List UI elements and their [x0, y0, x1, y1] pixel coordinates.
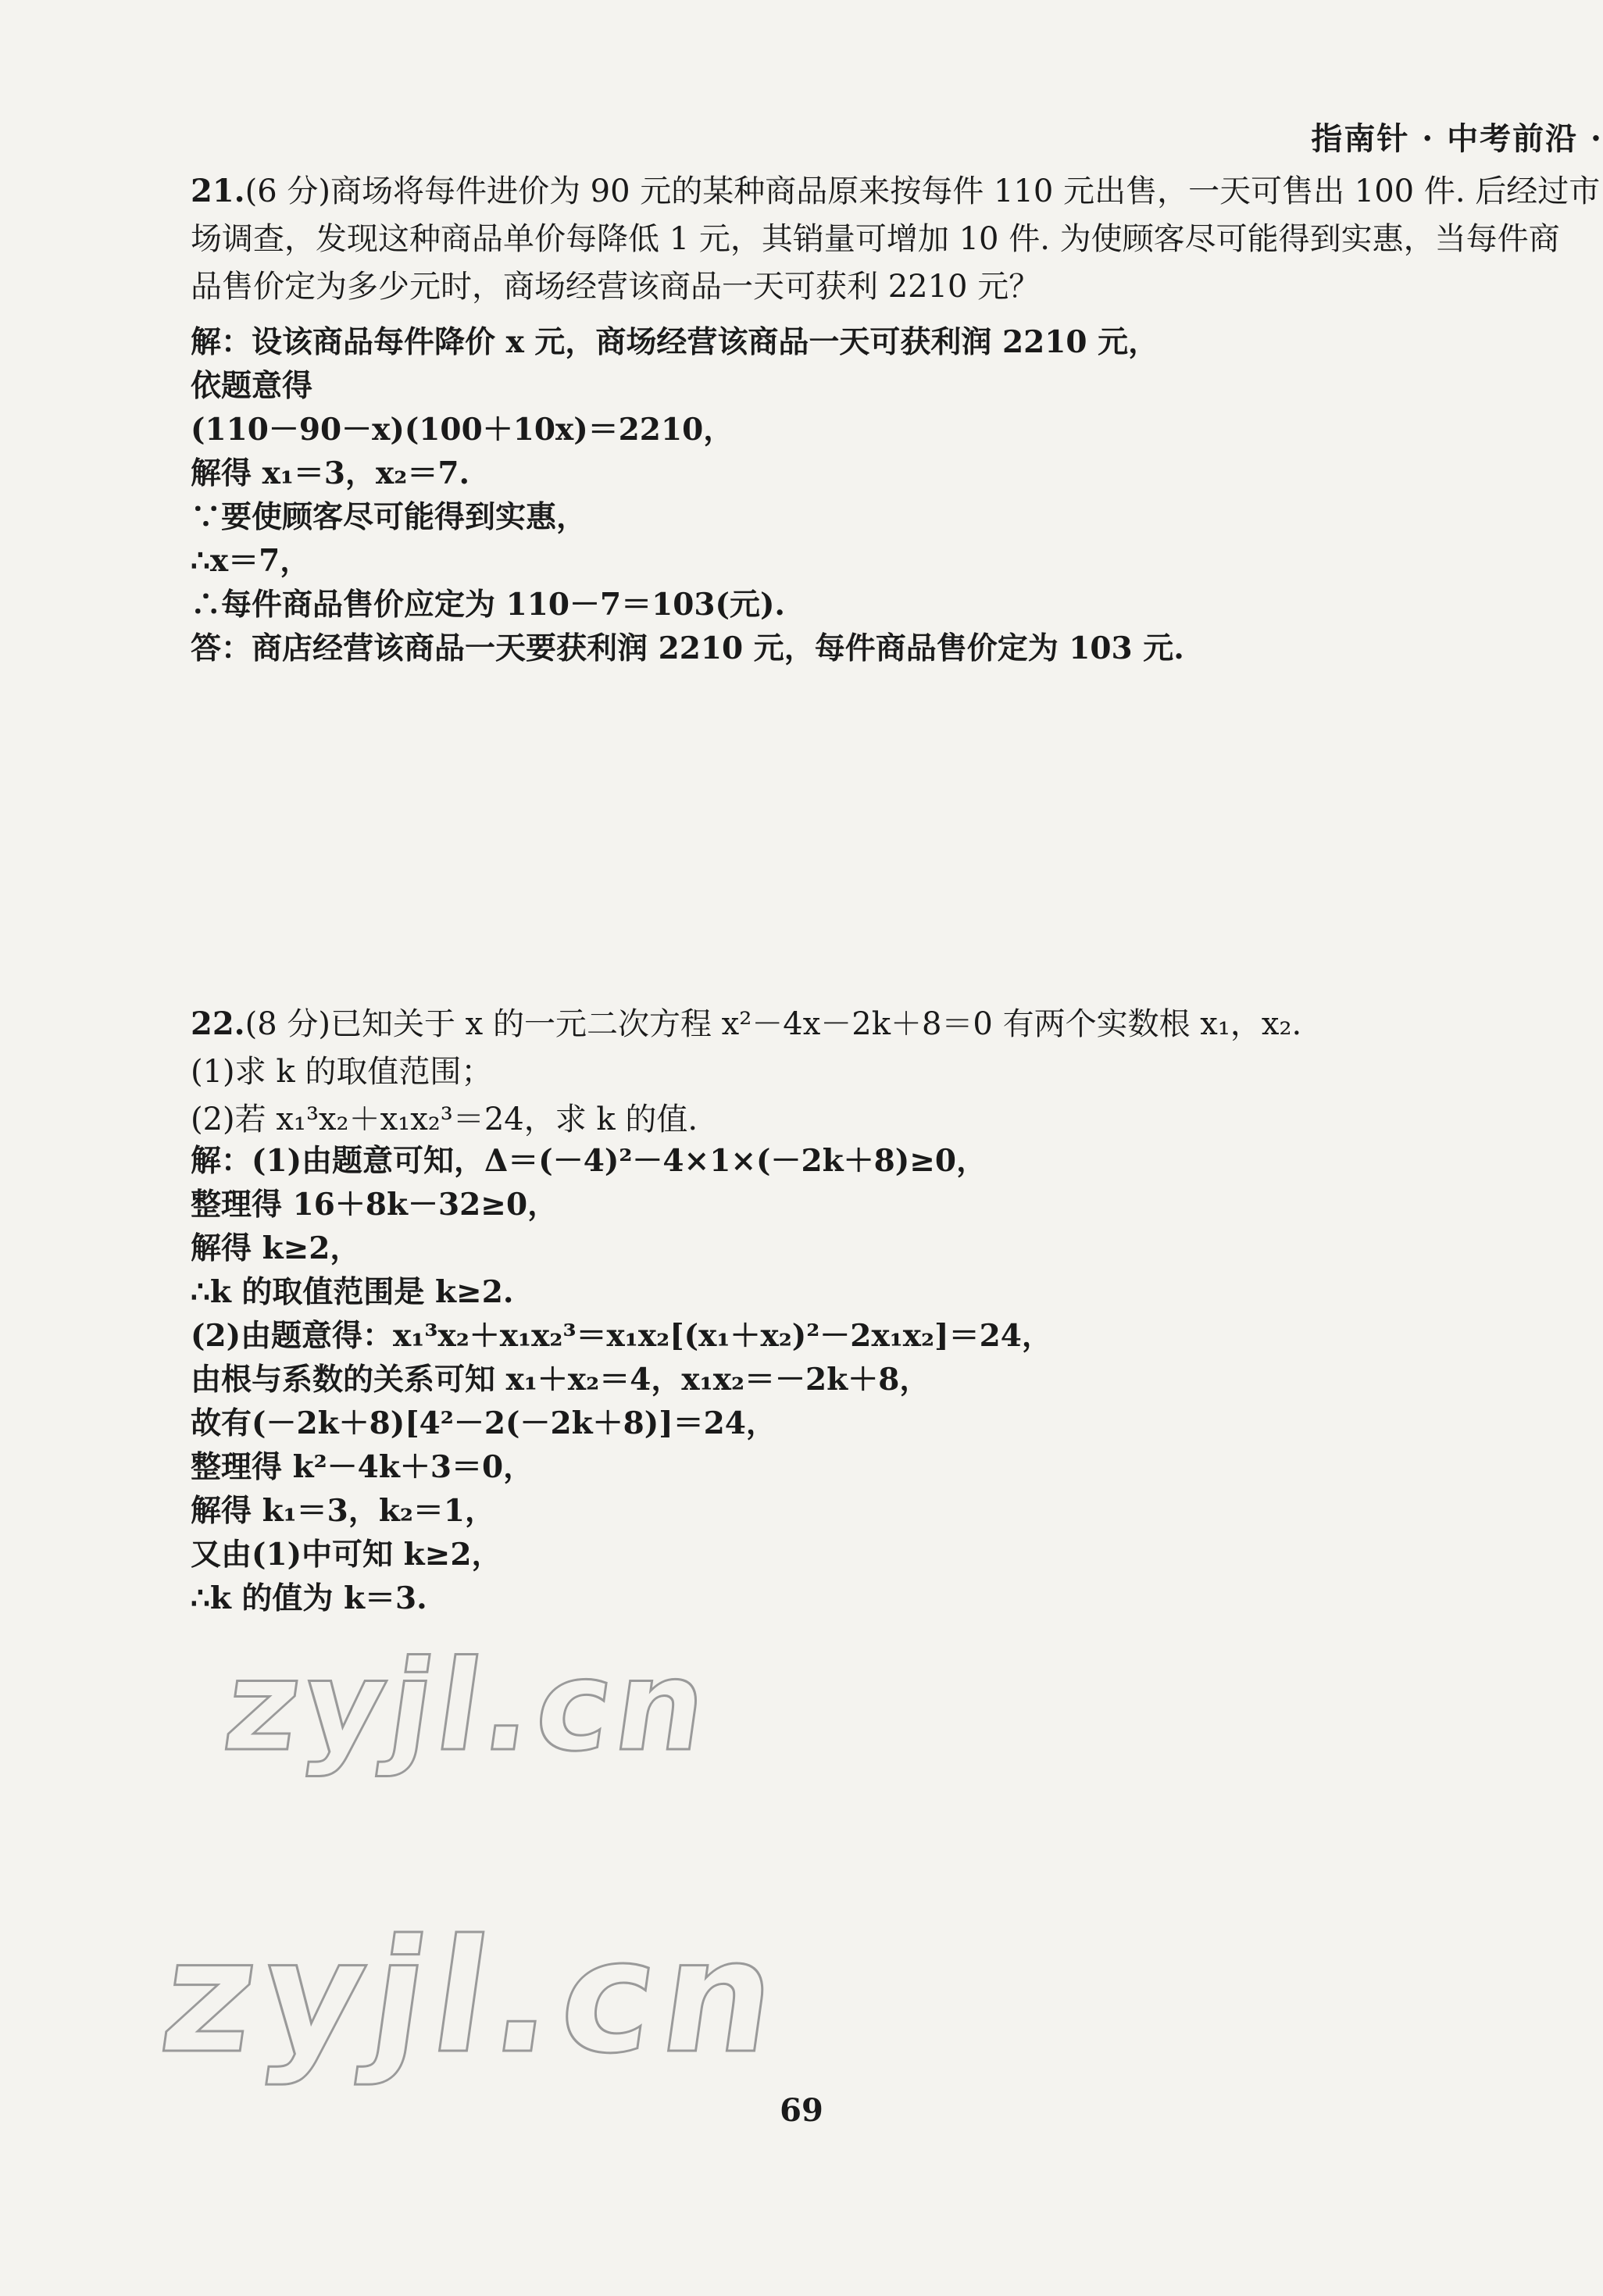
solution-line: (110－90－x)(100＋10x)＝2210，: [191, 412, 734, 448]
question-22: [191, 1000, 1550, 1144]
solution-line: ∴k 的取值范围是 k≥2.: [191, 1274, 514, 1310]
solution-line: ∴x＝7，: [191, 543, 311, 579]
solution-line: (2)由题意得：x₁³x₂＋x₁x₂³＝x₁x₂[(x₁＋x₂)²－2x₁x₂]＝24，: [191, 1318, 1052, 1354]
solution-line: 又由(1)中可知 k≥2，: [191, 1537, 502, 1573]
solution-line: 解得 k≥2，: [191, 1230, 361, 1266]
solution-line: 依题意得: [191, 368, 313, 404]
solution-line: ∴k 的值为 k＝3.: [191, 1580, 427, 1616]
solution-line: 答：商店经营该商品一天要获利润 2210 元，每件商品售价定为 103 元.: [191, 630, 1184, 666]
question-21: [191, 167, 1601, 311]
page-header: 指南针 · 中考前沿 ·: [1311, 120, 1603, 157]
question-22-solution: [191, 1139, 1550, 1620]
solution-line: 解得 x₁＝3，x₂＝7.: [191, 455, 470, 491]
watermark: zyjl.cn: [151, 1906, 795, 2088]
question-21-line-2: 场调查，发现这种商品单价每降低 1 元，其销量可增加 10 件. 为使顾客尽可能得到实惠，当每件商: [191, 221, 1560, 257]
watermark: zyjl.cn: [216, 1633, 720, 1779]
solution-line: 故有(－2k＋8)[4²－2(－2k＋8)]＝24，: [191, 1405, 777, 1441]
question-21-line-1: 21.(6 分)商场将每件进价为 90 元的某种商品原来按每件 110 元出售，一天可售出 100 件. 后经过市: [191, 173, 1601, 209]
solution-line: ∴每件商品售价应定为 110－7＝103(元).: [191, 587, 786, 623]
solution-line: 整理得 16＋8k－32≥0，: [191, 1187, 559, 1223]
question-22-part-2: (2)若 x₁³x₂＋x₁x₂³＝24，求 k 的值.: [191, 1102, 698, 1137]
question-21-number: 21.: [191, 173, 245, 209]
solution-line: 解：(1)由题意可知，Δ＝(－4)²－4×1×(－2k＋8)≥0，: [191, 1143, 987, 1179]
solution-line: 整理得 k²－4k＋3＝0，: [191, 1449, 534, 1485]
question-22-number: 22.: [191, 1005, 245, 1042]
solution-line: 解：设该商品每件降价 x 元，商场经营该商品一天可获利润 2210 元，: [191, 324, 1159, 360]
solution-line: 解得 k₁＝3，k₂＝1，: [191, 1493, 496, 1529]
solution-line: ∵要使顾客尽可能得到实惠，: [191, 499, 587, 535]
question-21-line-3: 品售价定为多少元时，商场经营该商品一天可获利 2210 元？: [191, 269, 1041, 305]
question-22-line-1: 22.(8 分)已知关于 x 的一元二次方程 x²－4x－2k＋8＝0 有两个实数根 x₁，x₂.: [191, 1005, 1302, 1042]
solution-line: 由根与系数的关系可知 x₁＋x₂＝4，x₁x₂＝－2k＋8，: [191, 1362, 930, 1398]
question-22-part-1: (1)求 k 的取值范围；: [191, 1054, 493, 1090]
page-number: 69: [780, 2092, 823, 2129]
question-21-solution: [191, 320, 1550, 670]
